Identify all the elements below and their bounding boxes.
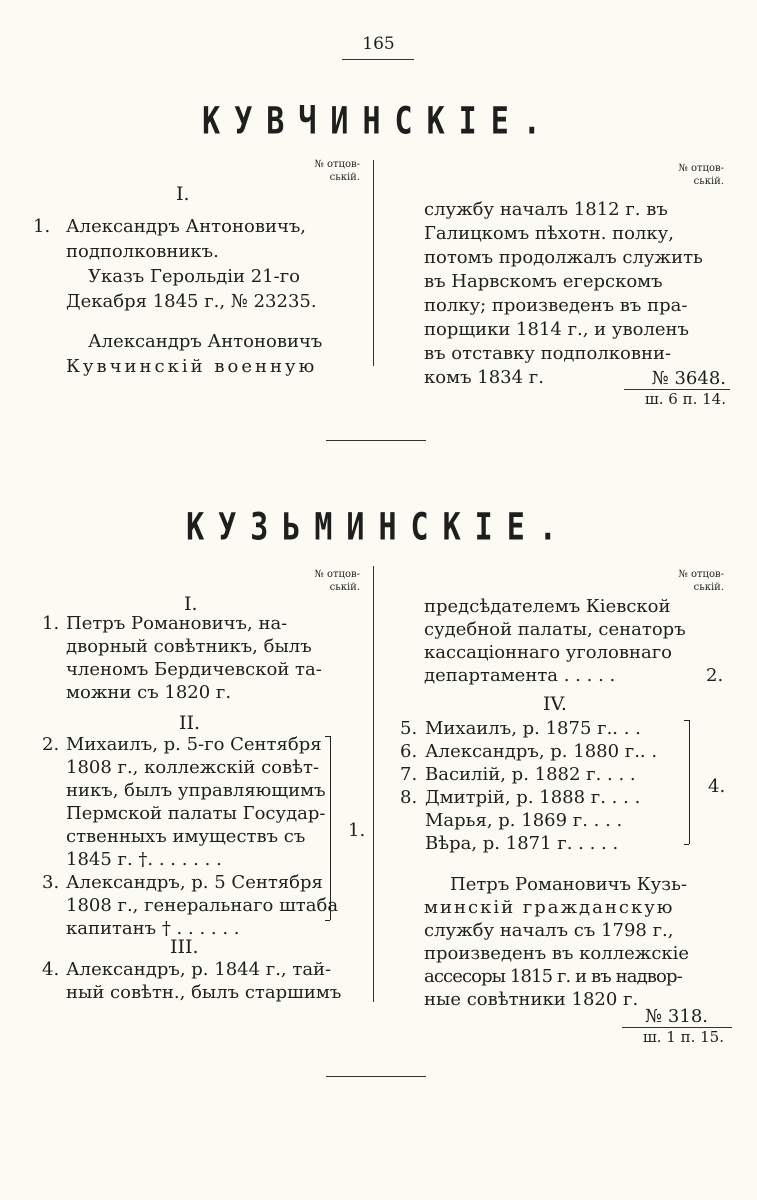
text-line: 1808 г., коллежскій совѣт-	[66, 757, 320, 778]
left-brace	[330, 736, 331, 920]
page-number-rule	[342, 59, 414, 60]
entry-1-text	[66, 613, 366, 705]
text-line: службу началъ съ 1798 г.,	[424, 920, 674, 941]
list-item	[400, 718, 685, 741]
section2-ref-number: № 318.	[645, 1006, 708, 1027]
entry-number-2: 2.	[42, 734, 60, 755]
text-line: порщики 1814 г., и уволенъ	[424, 319, 689, 340]
child-number: 5.	[400, 718, 418, 739]
list-item	[400, 810, 685, 833]
entry-3-text	[66, 872, 339, 941]
left-brace-bottom	[325, 920, 330, 921]
group-roman-1: I.	[184, 593, 198, 615]
child-text: Марья, р. 1869 г. . . .	[425, 810, 623, 831]
text-line: никъ, былъ управляющимъ	[66, 780, 326, 801]
note-text	[424, 874, 724, 1012]
group-roman-2: II.	[179, 712, 201, 734]
bottom-separator	[326, 1076, 426, 1077]
child-text: Вѣра, р. 1871 г. . . . .	[425, 833, 619, 854]
section2-title: КУЗЬМИНСКІЕ.	[186, 505, 571, 550]
group-roman-3: III.	[170, 936, 199, 958]
text-line: Михаилъ, р. 5-го Сентября	[66, 734, 322, 755]
child-number: 7.	[400, 764, 418, 785]
child-text: Михаилъ, р. 1875 г.. . .	[425, 718, 641, 739]
child-text: Дмитрій, р. 1888 г. . . .	[425, 787, 641, 808]
right-brace-bottom	[684, 844, 689, 845]
entry-1-continuation	[424, 596, 704, 688]
text-line: Александръ Антоновичъ,	[66, 216, 307, 237]
text-line: Петръ Романовичъ, на-	[66, 613, 288, 634]
section2-left-column-header: № отцов-ській.	[314, 569, 360, 593]
section2-right-column-header: № отцов-ській.	[678, 569, 724, 593]
text-line: членомъ Бердичевской та-	[66, 659, 322, 680]
text-line: ный совѣтн., былъ старшимъ	[66, 982, 342, 1003]
section1-entry-number: 1.	[33, 216, 51, 237]
entry-number-1: 1.	[42, 613, 60, 634]
text-line: подполковникъ.	[66, 241, 219, 262]
children-list	[400, 718, 685, 856]
text-line: 1808 г., генеральнаго штаба	[66, 895, 339, 916]
text-line: Кувчинскій военную	[66, 356, 318, 377]
section2-column-divider	[373, 566, 374, 1002]
section1-right-text	[424, 199, 724, 391]
text-line: кассаціоннаго уголовнаго	[424, 642, 673, 663]
text-line: можни съ 1820 г.	[66, 682, 232, 703]
list-item	[400, 741, 685, 764]
page-number: 165	[362, 34, 395, 54]
section1-group-roman: I.	[176, 183, 190, 205]
text-line: Пермской палаты Государ-	[66, 803, 326, 824]
text-line: службу началъ 1812 г. въ	[424, 199, 668, 220]
section2-ref-shelf: ш. 1 п. 15.	[642, 1028, 724, 1046]
text-line: потомъ продолжалъ служить	[424, 247, 703, 268]
text-line: полку; произведенъ въ пра-	[424, 295, 688, 316]
text-line: дворный совѣтникъ, былъ	[66, 636, 312, 657]
text-line: Декабря 1845 г., № 23235.	[66, 291, 317, 312]
text-line: ассесоры 1815 г. и въ надвор-	[424, 966, 682, 987]
text-line: ные совѣтники 1820 г.	[424, 989, 639, 1010]
list-item	[400, 833, 685, 856]
text-line: Петръ Романовичъ Кузь-	[450, 874, 687, 895]
list-item	[400, 764, 685, 787]
section1-ref-number: № 3648.	[651, 368, 726, 389]
text-line: произведенъ въ коллежскіе	[424, 943, 690, 964]
child-number: 6.	[400, 741, 418, 762]
text-line: ственныхъ имуществъ съ	[66, 826, 306, 847]
section1-left-column-header: № отцов-ській.	[314, 159, 360, 183]
list-item	[400, 787, 685, 810]
text-line: департамента . . . . .	[424, 665, 616, 686]
entry-number-3: 3.	[42, 872, 60, 893]
text-line: Александръ, р. 5 Сентября	[66, 872, 323, 893]
group-roman-4: IV.	[543, 693, 567, 715]
entry-2-text	[66, 734, 326, 872]
left-brace-top	[325, 736, 330, 737]
text-line: въ Нарвскомъ егерскомъ	[424, 271, 663, 292]
section1-right-column-header: № отцов-ській.	[678, 163, 724, 187]
left-brace-value: 1.	[348, 820, 366, 841]
section1-left-text	[66, 216, 366, 381]
text-line: минскій гражданскую	[424, 897, 675, 918]
text-line: Александръ Антоновичъ	[88, 331, 323, 352]
text-line: Галицкомъ пѣхотн. полку,	[424, 223, 674, 244]
text-line: предсѣдателемъ Кіевской	[424, 596, 671, 617]
entry-number-4: 4.	[42, 959, 60, 980]
text-line: Указъ Герольдіи 21-го	[88, 266, 300, 287]
text-line: судебной палаты, сенаторъ	[424, 619, 686, 640]
text-line: капитанъ † . . . . . .	[66, 918, 240, 939]
continuation-value: 2.	[706, 665, 724, 686]
section1-ref-shelf: ш. 6 п. 14.	[644, 390, 726, 408]
right-brace	[689, 720, 690, 844]
text-line: 1845 г. †. . . . . . .	[66, 849, 222, 870]
child-text: Василій, р. 1882 г. . . .	[425, 764, 636, 785]
section-separator	[326, 440, 426, 441]
section1-column-divider	[373, 160, 374, 366]
right-brace-top	[684, 720, 689, 721]
entry-4-text	[66, 959, 366, 1005]
text-line: Александръ, р. 1844 г., тай-	[66, 959, 332, 980]
text-line: комъ 1834 г.	[424, 367, 544, 388]
child-text: Александръ, р. 1880 г.. .	[425, 741, 658, 762]
section1-title: КУВЧИНСКІЕ.	[202, 99, 555, 144]
right-brace-value: 4.	[708, 776, 726, 797]
text-line: въ отставку подполковни-	[424, 343, 672, 364]
child-number: 8.	[400, 787, 418, 808]
